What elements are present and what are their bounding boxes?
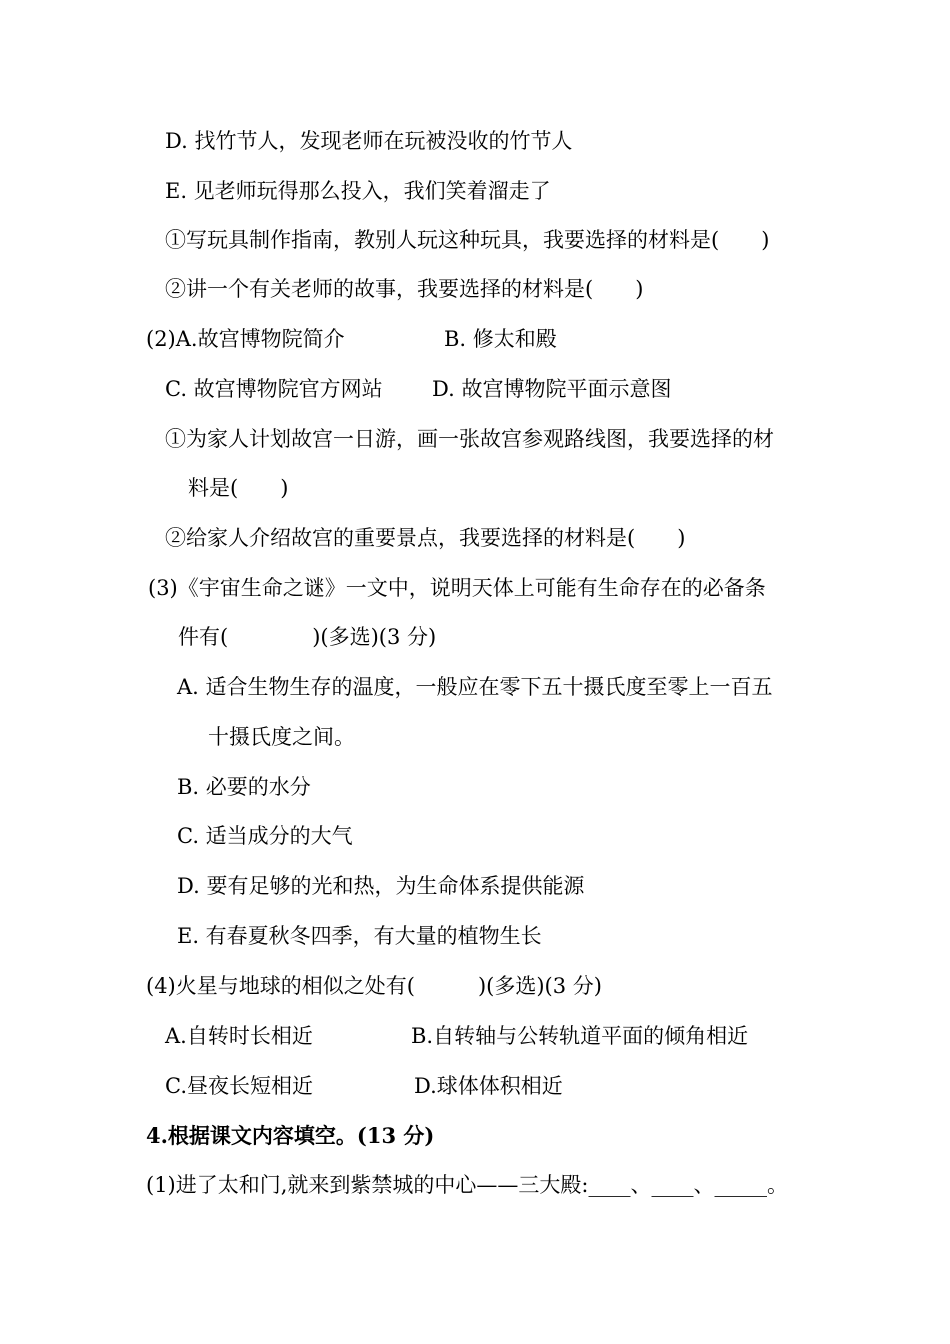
fill-blank-1: (1)进了太和门,就来到紫禁城的中心——三大殿:____、____、_____。 xyxy=(146,1173,788,1197)
question-3-cont: 件有( )(多选)(3 分) xyxy=(178,625,437,649)
option-d-line: D. 找竹节人，发现老师在玩被没收的竹节人 xyxy=(165,129,573,153)
q2-option-c: C. 故宫博物院官方网站 xyxy=(165,377,383,401)
q3-option-e: E. 有春夏秋冬四季，有大量的植物生长 xyxy=(177,924,542,948)
question-3: (3)《宇宙生命之谜》一文中，说明天体上可能有生命存在的必备条 xyxy=(148,576,766,600)
q3-option-b: B. 必要的水分 xyxy=(177,775,311,799)
question-4: (4)火星与地球的相似之处有( )(多选)(3 分) xyxy=(146,974,602,998)
question-1-2: ②讲一个有关老师的故事，我要选择的材料是( ) xyxy=(165,277,644,301)
q2-option-b: B. 修太和殿 xyxy=(444,327,557,351)
question-1-1: ①写玩具制作指南，教别人玩这种玩具，我要选择的材料是( ) xyxy=(165,228,770,252)
section-4-heading: 4.根据课文内容填空。(13 分) xyxy=(146,1123,435,1148)
question-2-2: ②给家人介绍故宫的重要景点，我要选择的材料是( ) xyxy=(165,526,686,550)
option-e-line: E. 见老师玩得那么投入，我们笑着溜走了 xyxy=(165,179,551,203)
q4-option-c: C.昼夜长短相近 xyxy=(165,1074,313,1098)
q4-option-d: D.球体体积相近 xyxy=(414,1074,563,1098)
q2-option-a: (2)A.故宫博物院简介 xyxy=(146,327,345,351)
q3-option-c: C. 适当成分的大气 xyxy=(177,824,353,848)
q3-option-a-cont: 十摄氏度之间。 xyxy=(208,725,355,749)
q3-option-d: D. 要有足够的光和热，为生命体系提供能源 xyxy=(177,874,585,898)
q4-option-b: B.自转轴与公转轨道平面的倾角相近 xyxy=(411,1024,749,1048)
q3-option-a: A. 适合生物生存的温度，一般应在零下五十摄氏度至零上一百五 xyxy=(177,675,773,699)
q4-option-a: A.自转时长相近 xyxy=(165,1024,313,1048)
q2-option-d: D. 故宫博物院平面示意图 xyxy=(432,377,672,401)
question-2-1: ①为家人计划故宫一日游，画一张故宫参观路线图，我要选择的材 xyxy=(165,427,774,451)
question-2-1-cont: 料是( ) xyxy=(188,476,289,500)
